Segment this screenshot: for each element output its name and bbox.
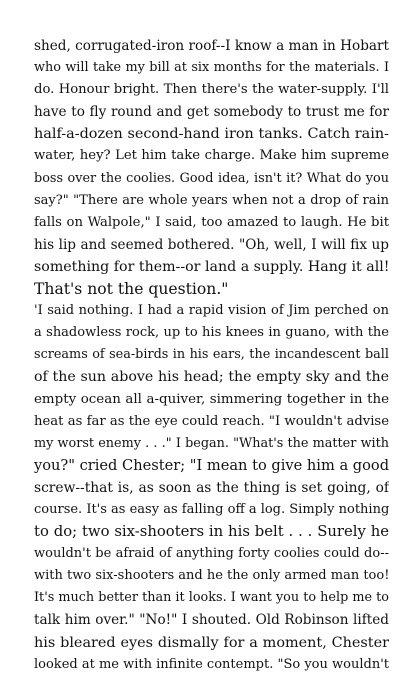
text-line: wouldn't be afraid of anything forty coolies could do-- xyxy=(34,546,389,562)
text-line: talk him over." "No!" I shouted. Old Robinson lifted xyxy=(34,612,389,629)
text-line: say?" "There are whole years when not a drop of rain xyxy=(34,192,389,208)
text-line: a shadowless rock, up to his knees in guano, with the xyxy=(34,325,389,341)
text-line: 'I said nothing. I had a rapid vision of Jim perched on xyxy=(34,303,389,319)
paragraph-2 xyxy=(34,300,389,676)
text-line: who will take my bill at six months for the materials. I xyxy=(34,60,389,76)
text-line: heat as far as the eye could reach. "I wouldn't advise xyxy=(34,413,389,429)
text-line: half-a-dozen second-hand iron tanks. Catch rain- xyxy=(34,126,389,143)
text-line: have to fly round and get somebody to trust me for xyxy=(34,104,389,121)
text-line: That's not the question." xyxy=(34,280,229,299)
text-line: shed, corrugated-iron roof--I know a man in Hobart xyxy=(34,38,389,54)
document-page xyxy=(34,35,389,676)
text-line: of the sun above his head; the empty sky and the xyxy=(34,369,389,386)
text-line: falls on Walpole," I said, too amazed to laugh. He bit xyxy=(34,214,389,230)
text-line: his lip and seemed bothered. "Oh, well, I will fix up xyxy=(34,236,389,253)
text-line: do. Honour bright. Then there's the water-supply. I'll xyxy=(34,82,389,98)
text-line: you?" cried Chester; "I mean to give him a good xyxy=(34,456,389,474)
paragraph-1 xyxy=(34,35,389,300)
text-line: my worst enemy . . ." I began. "What's the matter with xyxy=(34,435,389,451)
text-line: water, hey? Let him take charge. Make him supreme xyxy=(34,148,389,164)
text-line: to do; two six-shooters in his belt . . . Surely he xyxy=(34,523,389,541)
text-line: with two six-shooters and he the only armed man too! xyxy=(34,568,389,584)
text-line: screw--that is, as soon as the thing is set going, of xyxy=(34,479,389,496)
text-line: It's much better than it looks. I want you to help me to xyxy=(34,590,389,606)
text-line: empty ocean all a-quiver, simmering together in the xyxy=(34,391,389,407)
text-line: looked at me with infinite contempt. "So you wouldn't xyxy=(34,656,389,672)
text-line: screams of sea-birds in his ears, the incandescent ball xyxy=(34,347,389,363)
text-line: his bleared eyes dismally for a moment, Chester xyxy=(34,634,389,651)
text-line: something for them--or land a supply. Hang it all! xyxy=(34,258,389,275)
text-line: boss over the coolies. Good idea, isn't it? What do you xyxy=(34,170,389,186)
text-line: course. It's as easy as falling off a log. Simply nothing xyxy=(34,501,389,517)
